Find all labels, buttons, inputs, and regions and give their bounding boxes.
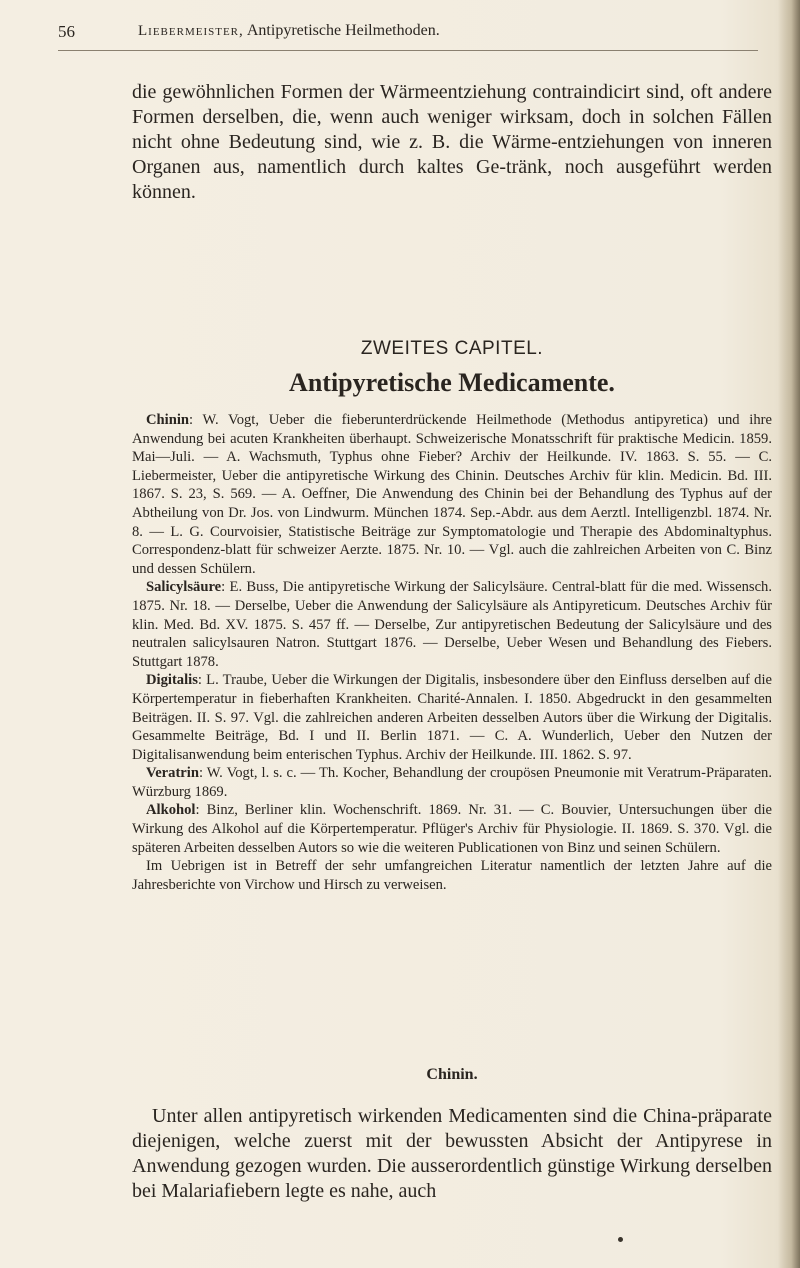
bib-text: : E. Buss, Die antipyretische Wirkung der Salicylsäure. Central-blatt für die med. Wissensch. 1875. Nr. 18. — Derselbe, Ueber die Anwendung der Salicylsäure als Antipyreticum. Deutsches Archiv für klin. Med. Bd. XV. 1875. S. 457 ff. — Derselbe, Zur antipyretischen Bedeutung der Salicylsäure und des neutralen salicylsauren Natron. Stuttgart 1876. — Derselbe, Ueber Wesen und Behandlung des Fiebers. Stuttgart 1878. — [132, 579, 772, 670]
bib-text: Im Uebrigen ist in Betreff der sehr umfangreichen Literatur namentlich der letzten Jahre auf die Jahresberichte von Virchow und Hirsch zu verweisen. — [132, 858, 772, 893]
bib-text: : Binz, Berliner klin. Wochenschrift. 1869. Nr. 31. — C. Bouvier, Untersuchungen über die Wirkung des Alkohol auf die Körpertemperatur. Pflüger's Archiv für Physiologie. II. 1869. S. 370. Vgl. die späteren Arbeiten desselben Autors so wie die weiteren Publicationen von Binz und seinen Schülern. — [132, 802, 772, 856]
bib-term: Chinin — [146, 412, 189, 428]
chapter-heading: ZWEITES CAPITEL. — [360, 338, 544, 359]
chinin-paragraph: Unter allen antipyretisch wirkenden Medicamenten sind die China-präparate diejenigen, welche zuerst mit der bewussten Absicht der Antipyrese in Anwendung gezogen wurden. Die ausserordentlich günstige Wirkung derselben bei Malariafiebern legte es nahe, auch — [132, 1105, 772, 1202]
page-number: 56 — [58, 22, 75, 41]
page-edge-shadow — [778, 0, 800, 1268]
running-head-author: Liebermeister, — [138, 23, 244, 39]
bib-entry-chinin — [132, 411, 772, 578]
bib-term: Alkohol — [146, 802, 196, 819]
bib-text: : W. Vogt, Ueber die fieberunterdrückende Heilmethode (Methodus antipyretica) und ihre Anwendung bei acuten Krankheiten überhaupt. Schweizerische Monatsschrift für praktische Medicin. 1859. Mai—Juli. — A. Wachsmuth, Typhus ohne Fieber? Archiv der Heilkunde. IV. 1863. S. 55. — C. Liebermeister, Ueber die antipyretische Wirkung des Chinin. Deutsches Archiv für klin. Medicin. Bd. III. 1867. S. 23, S. 569. — A. Oeffner, Die Anwendung des Chinin bei der Behandlung des Typhus auf der Abtheilung von Dr. Jos. von Lindwurm. München 1874. Sep.-Abdr. aus dem Aerztl. Intelligenzbl. 1874. Nr. 8. — L. G. Courvoisier, Statistische Beiträge zur Symptomatologie und Therapie des Abdominaltyphus. Correspondenz-blatt für schweizer Aerzte. 1875. Nr. 10. — Vgl. auch die zahlreichen Arbeiten von C. Binz und dessen Schülern. — [132, 412, 772, 577]
bib-term: Salicylsäure — [146, 579, 222, 596]
bib-entry-literature-note — [132, 857, 772, 894]
bib-term: Digitalis — [146, 672, 198, 689]
section-title: Antipyretische Medicamente. — [289, 368, 615, 397]
bib-term: Veratrin — [146, 765, 199, 782]
intro-paragraph: die gewöhnlichen Formen der Wärmeentziehung contraindicirt sind, oft andere Formen derselben, die, wenn auch weniger wirksam, doch in solchen Fällen nicht ohne Bedeutung sind, wie z. B. die Wärme-entziehungen von inneren Organen aus, namentlich durch kaltes Ge-tränk, noch ausgeführt werden können. — [132, 81, 772, 203]
bib-entry-digitalis — [132, 671, 772, 764]
bib-text: : L. Traube, Ueber die Wirkungen der Digitalis, insbesondere über den Einfluss derselben auf die Körpertemperatur in fieberhaften Krankheiten. Charité-Annalen. I. 1850. Abgedruckt in den gesammelten Beiträgen. II. S. 97. Vgl. die zahlreichen anderen Arbeiten desselben Autors über die Wirkung der Digitalis. Gesammelte Beiträge, Bd. I und II. Berlin 1871. — C. A. Wunderlich, Ueber den Nutzen der Digitalisanwendung beim enterischen Typhus. Archiv der Heilkunde. III. 1862. S. 97. — [132, 672, 772, 763]
bib-entry-veratrin — [132, 764, 772, 801]
bib-entry-alkohol — [132, 801, 772, 857]
print-mark — [618, 1237, 623, 1242]
running-header — [58, 22, 758, 51]
bib-text: : W. Vogt, l. s. c. — Th. Kocher, Behandlung der croupösen Pneumonie mit Veratrum-Präparaten. Würzburg 1869. — [132, 765, 772, 800]
running-head — [138, 22, 440, 40]
bib-entry-salicylsaeure — [132, 578, 772, 671]
subsection-title: Chinin. — [426, 1066, 478, 1083]
running-head-title: Antipyretische Heilmethoden. — [246, 22, 440, 39]
bibliography — [132, 411, 772, 894]
